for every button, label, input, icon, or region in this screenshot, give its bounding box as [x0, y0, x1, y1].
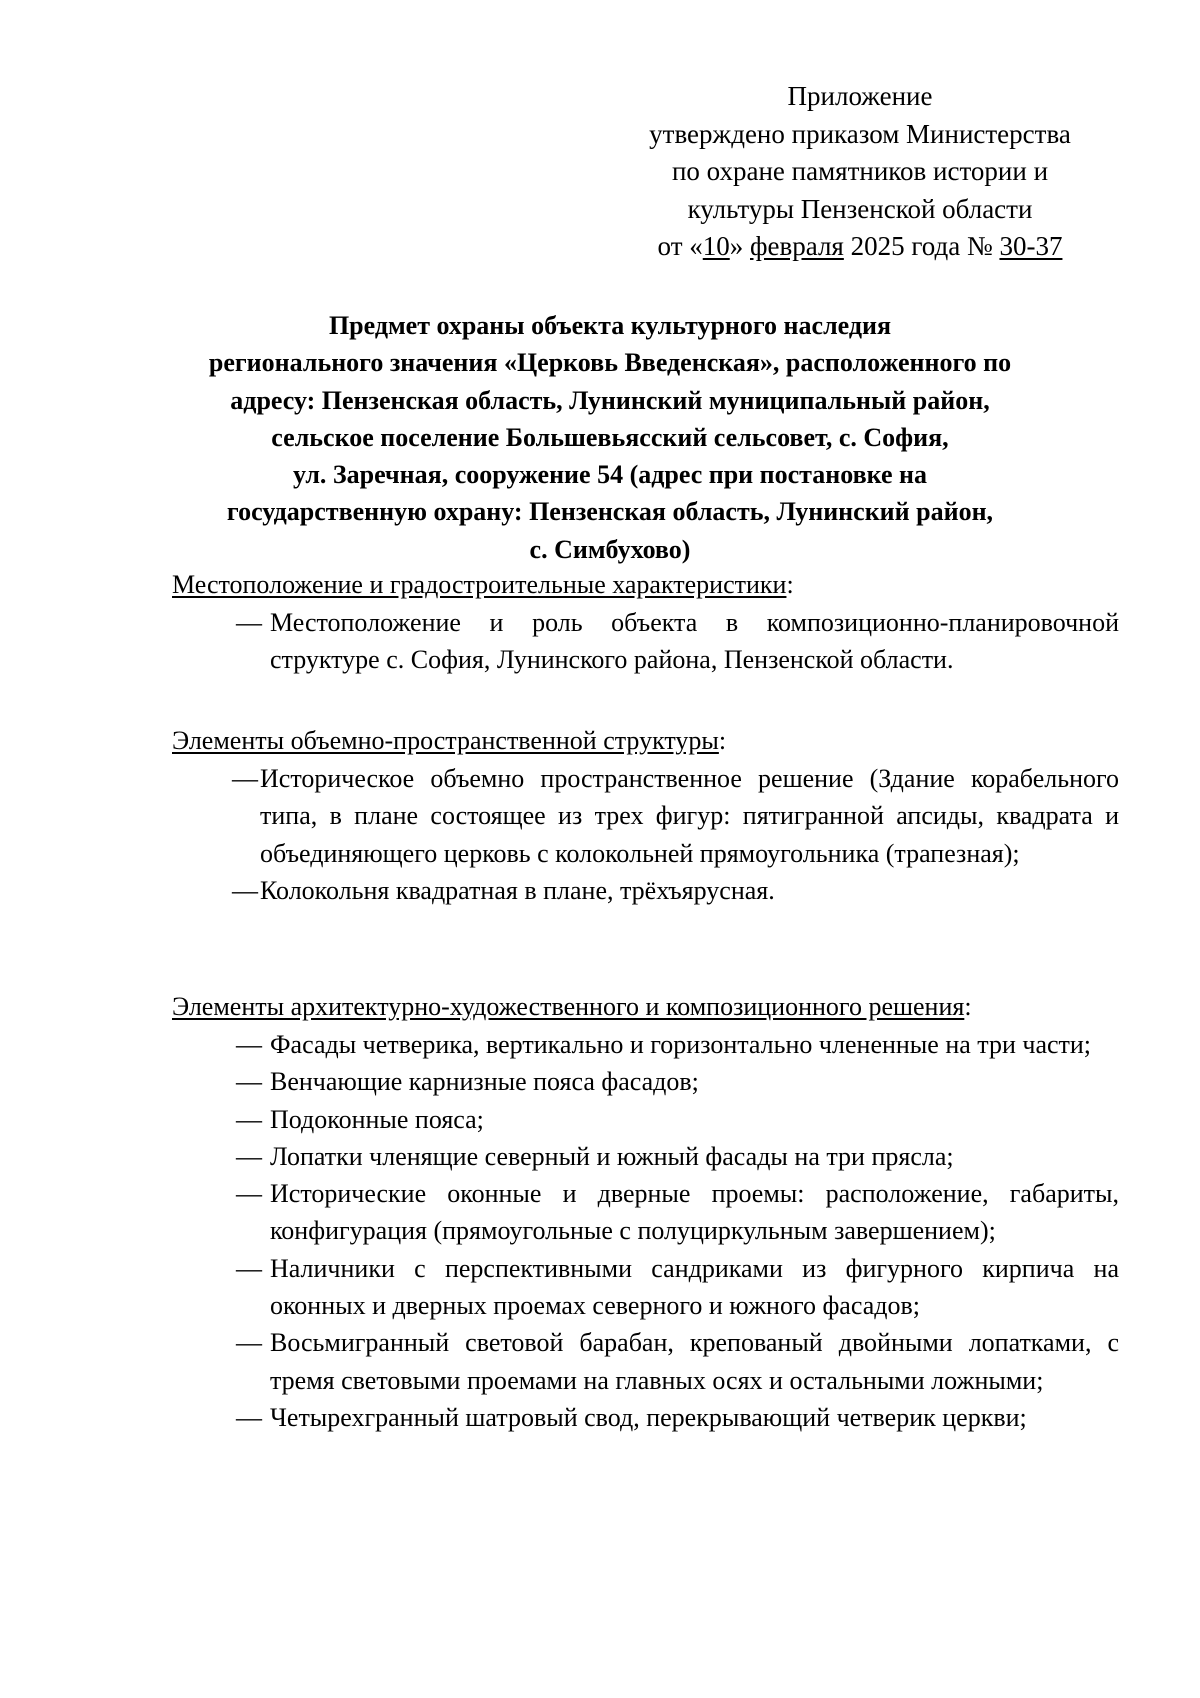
item-text: Венчающие карнизные пояса фасадов; — [270, 1067, 699, 1097]
title-line: государственную охрану: Пензенская область, Лунинский район, — [226, 497, 994, 527]
appendix-date-line — [640, 228, 1080, 266]
title-line: сельское поселение Большевьясский сельсовет, с. София, — [271, 422, 949, 452]
list-item — [236, 1101, 1119, 1138]
item-text: Местоположение и роль объекта в композиционно-планировочной структуре с. София, Лунинского района, Пензенской области. — [270, 608, 1119, 675]
item-text: Фасады четверика, вертикально и горизонтально члененные на три части; — [270, 1030, 1092, 1059]
appendix-block — [640, 78, 1080, 266]
section-heading: Элементы архитектурно-художественного и композиционного решения: — [172, 992, 972, 1021]
title-line: адресу: Пензенская область, Лунинский муниципальный район, — [230, 385, 990, 415]
title-line: Предмет охраны объекта культурного наследия — [328, 311, 892, 340]
dash-bullet: — — [232, 875, 258, 905]
item-text: Историческое объемно пространственное решение (Здание корабельного типа, в плане состоящее из трех фигур: пятигранной апсиды, квадрата и объединяющего церковь с колокольней прямоугольника (трапезная); — [260, 764, 1119, 868]
section-volume-structure — [172, 722, 1119, 909]
list-item — [236, 1324, 1119, 1399]
dash-bullet: — — [236, 1179, 262, 1209]
date-mid: » — [729, 231, 750, 261]
title-line: с. Симбухово) — [529, 534, 691, 564]
date-year: 2025 года № — [843, 231, 1000, 261]
appendix-line: Приложение — [787, 81, 933, 111]
order-number: 30-37 — [999, 231, 1063, 261]
document-title — [150, 307, 1070, 568]
section-heading: Элементы объемно-пространственной структуры: — [172, 726, 727, 755]
dash-bullet: — — [236, 1104, 262, 1134]
appendix-line: по охране памятников истории и — [671, 156, 1049, 186]
item-text: Восьмигранный световой барабан, крепованый двойными лопатками, с тремя световыми проемами на главных осях и остальными ложными; — [270, 1328, 1119, 1395]
list-item — [236, 604, 1119, 679]
item-text: Колокольня квадратная в плане, трёхъярусная. — [260, 875, 775, 905]
dash-bullet: — — [236, 1402, 262, 1432]
item-text: Исторические оконные и дверные проемы: расположение, габариты, конфигурация (прямоугольные с полуциркульным завершением); — [270, 1179, 1119, 1246]
dash-bullet: — — [232, 764, 258, 793]
dash-bullet: — — [236, 1141, 262, 1171]
dash-bullet: — — [236, 1030, 262, 1059]
title-line: регионального значения «Церковь Введенская», расположенного по — [208, 348, 1012, 378]
item-text: Наличники с перспективными сандриками из фигурного кирпича на оконных и дверных проемах северного и южного фасадов; — [270, 1253, 1119, 1321]
item-text: Подоконные пояса; — [270, 1104, 484, 1134]
dash-bullet: — — [236, 1253, 262, 1283]
list-item — [236, 1399, 1119, 1436]
list-item — [232, 760, 1119, 872]
appendix-line: утверждено приказом Министерства — [649, 118, 1071, 149]
list-item — [236, 1138, 1119, 1175]
list-item — [236, 1026, 1119, 1063]
item-text: Лопатки членящие северный и южный фасады на три прясла; — [270, 1141, 954, 1171]
section-architecture — [172, 988, 1119, 1436]
list-item — [236, 1063, 1119, 1100]
item-text: Четырехгранный шатровый свод, перекрывающий четверик церкви; — [270, 1402, 1027, 1432]
date-day: 10 — [702, 231, 730, 261]
title-line: ул. Заречная, сооружение 54 (адрес при постановке на — [292, 460, 928, 490]
appendix-line: культуры Пензенской области — [687, 193, 1033, 224]
dash-bullet: — — [236, 1328, 262, 1358]
section-heading: Местоположение и градостроительные характеристики: — [172, 570, 794, 599]
section-location — [172, 566, 1119, 679]
list-item — [236, 1175, 1119, 1250]
list-item — [232, 872, 1119, 909]
dash-bullet: — — [236, 608, 262, 637]
list-item — [236, 1250, 1119, 1325]
date-month: февраля — [750, 231, 844, 261]
dash-bullet: — — [236, 1067, 262, 1097]
date-prefix: от « — [657, 231, 703, 261]
